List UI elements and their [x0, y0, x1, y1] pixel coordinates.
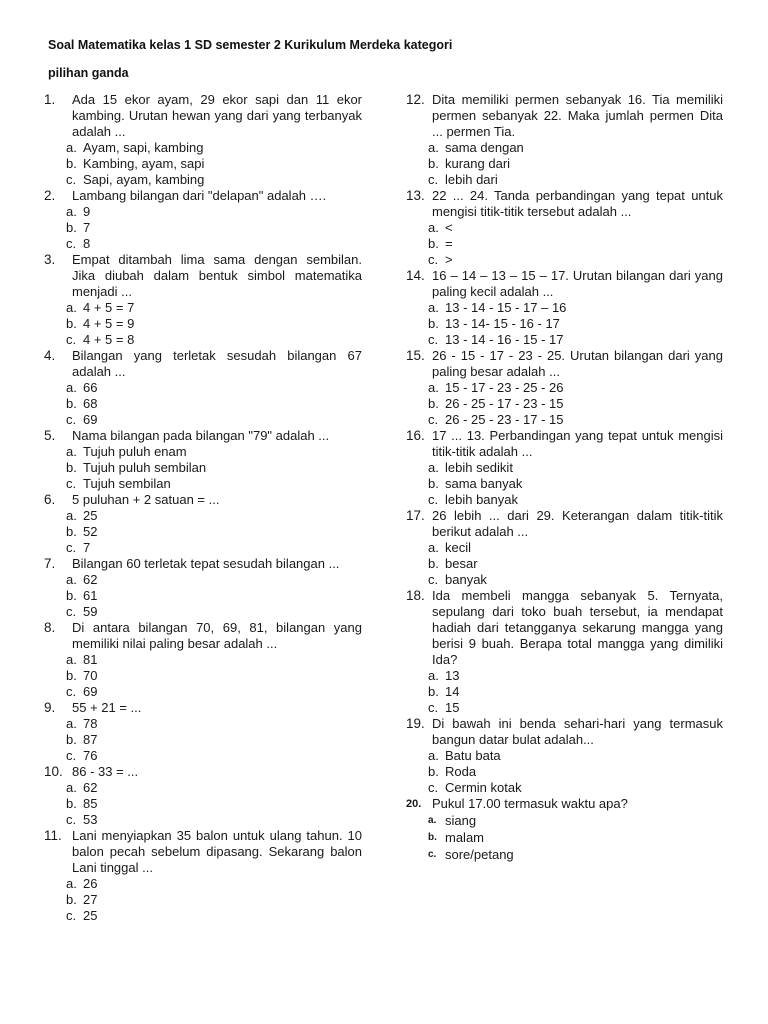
answer-option — [406, 492, 723, 508]
question-number: 12. — [406, 92, 425, 107]
option-letter: b. — [66, 460, 77, 475]
option-letter: c. — [428, 700, 439, 715]
answer-option — [406, 700, 723, 716]
question-number: 19. — [406, 716, 425, 731]
option-letter: a. — [66, 140, 77, 155]
option-text: 26 — [83, 876, 98, 891]
question-item — [44, 620, 362, 700]
option-text: Tujuh puluh enam — [83, 444, 187, 459]
answer-option — [44, 220, 362, 236]
question-item — [44, 700, 362, 764]
question-item — [406, 92, 723, 188]
question-stem-row — [406, 508, 723, 540]
option-text: 15 - 17 - 23 - 25 - 26 — [445, 380, 564, 395]
question-number: 9. — [44, 700, 56, 715]
option-letter: b. — [428, 476, 439, 491]
question-item — [406, 588, 723, 716]
option-text: 52 — [83, 524, 98, 539]
option-text: sama dengan — [445, 140, 524, 155]
answer-option — [44, 140, 362, 156]
question-item — [44, 252, 362, 348]
question-stem-row — [44, 428, 362, 444]
question-stem-row — [44, 700, 362, 716]
answer-option — [44, 444, 362, 460]
question-stem-row — [406, 588, 723, 668]
option-text: sama banyak — [445, 476, 523, 491]
answer-option — [406, 846, 723, 863]
answer-options — [44, 876, 362, 924]
option-text: 61 — [83, 588, 98, 603]
option-letter: c. — [428, 252, 439, 267]
option-letter: c. — [66, 332, 77, 347]
answer-options — [406, 540, 723, 588]
question-number: 6. — [44, 492, 56, 507]
answer-options — [406, 460, 723, 508]
option-letter: a. — [66, 652, 77, 667]
answer-option — [44, 732, 362, 748]
option-letter: c. — [66, 540, 77, 555]
option-letter: b. — [66, 220, 77, 235]
answer-option — [44, 892, 362, 908]
option-text: 15 — [445, 700, 460, 715]
option-letter: b. — [66, 796, 77, 811]
question-number: 20. — [406, 798, 422, 810]
option-letter: c. — [66, 172, 77, 187]
answer-options — [44, 380, 362, 428]
answer-option — [44, 524, 362, 540]
answer-option — [406, 460, 723, 476]
question-text: 17 ... 13. Perbandingan yang tepat untuk mengisi titik-titik adalah ... — [432, 428, 723, 459]
question-number: 1. — [44, 92, 56, 107]
option-text: 81 — [83, 652, 98, 667]
answer-option — [44, 652, 362, 668]
question-text: Di bawah ini benda sehari-hari yang termasuk bangun datar bulat adalah... — [432, 716, 723, 747]
answer-option — [406, 812, 723, 829]
option-letter: a. — [428, 220, 439, 235]
option-letter: c. — [66, 684, 77, 699]
answer-option — [44, 812, 362, 828]
answer-option — [406, 556, 723, 572]
option-text: 4 + 5 = 9 — [83, 316, 135, 331]
option-letter: a. — [66, 444, 77, 459]
question-stem-row — [44, 92, 362, 140]
option-letter: b. — [66, 524, 77, 539]
question-item — [406, 188, 723, 268]
option-text: 14 — [445, 684, 460, 699]
option-text: 59 — [83, 604, 98, 619]
question-number: 7. — [44, 556, 56, 571]
option-letter: c. — [66, 236, 77, 251]
question-number: 13. — [406, 188, 425, 203]
option-text: Sapi, ayam, kambing — [83, 172, 205, 187]
answer-option — [406, 780, 723, 796]
answer-option — [44, 716, 362, 732]
answer-option — [44, 300, 362, 316]
answer-options — [44, 140, 362, 188]
answer-option — [406, 684, 723, 700]
answer-option — [406, 380, 723, 396]
question-stem-row — [44, 188, 362, 204]
question-number: 15. — [406, 348, 425, 363]
question-stem-row — [44, 252, 362, 300]
question-stem-row — [44, 764, 362, 780]
answer-option — [44, 172, 362, 188]
option-letter: c. — [66, 476, 77, 491]
question-item — [406, 508, 723, 588]
question-item — [44, 348, 362, 428]
option-letter: a. — [66, 780, 77, 795]
answer-option — [44, 684, 362, 700]
option-letter: a. — [66, 204, 77, 219]
question-stem-row — [44, 620, 362, 652]
option-text: 9 — [83, 204, 91, 219]
option-letter: b. — [66, 588, 77, 603]
question-stem-row — [406, 428, 723, 460]
question-text: Pukul 17.00 termasuk waktu apa? — [432, 796, 628, 811]
answer-option — [44, 876, 362, 892]
option-letter: c. — [66, 412, 77, 427]
option-text: 26 - 25 - 17 - 23 - 15 — [445, 396, 564, 411]
option-text: = — [445, 236, 453, 251]
answer-option — [44, 508, 362, 524]
option-text: 87 — [83, 732, 98, 747]
option-letter: b. — [428, 396, 439, 411]
option-text: 78 — [83, 716, 98, 731]
option-text: Cermin kotak — [445, 780, 522, 795]
question-item — [406, 716, 723, 796]
question-stem-row — [406, 796, 723, 812]
answer-options — [406, 812, 723, 863]
question-number: 17. — [406, 508, 425, 523]
option-letter: b. — [428, 556, 439, 571]
answer-option — [44, 796, 362, 812]
answer-option — [406, 829, 723, 846]
answer-option — [406, 396, 723, 412]
option-letter: a. — [428, 815, 437, 826]
worksheet-subtitle: pilihan ganda — [48, 66, 129, 80]
answer-option — [44, 236, 362, 252]
question-stem-row — [406, 268, 723, 300]
option-letter: c. — [428, 572, 439, 587]
option-letter: a. — [66, 716, 77, 731]
answer-option — [406, 332, 723, 348]
answer-option — [44, 748, 362, 764]
question-item — [44, 764, 362, 828]
option-letter: c. — [66, 908, 77, 923]
answer-options — [44, 444, 362, 492]
option-text: kurang dari — [445, 156, 511, 171]
option-letter: a. — [66, 508, 77, 523]
option-text: Kambing, ayam, sapi — [83, 156, 205, 171]
question-number: 11. — [44, 828, 62, 843]
question-text: 22 ... 24. Tanda perbandingan yang tepat untuk mengisi titik-titik tersebut adalah ... — [432, 188, 723, 219]
option-text: 13 - 14 - 16 - 15 - 17 — [445, 332, 564, 347]
answer-option — [44, 588, 362, 604]
option-text: lebih banyak — [445, 492, 518, 507]
option-letter: c. — [66, 604, 77, 619]
question-text: Bilangan 60 terletak tepat sesudah bilangan ... — [72, 556, 340, 571]
option-letter: a. — [66, 572, 77, 587]
option-text: sore/petang — [445, 847, 514, 862]
answer-option — [44, 604, 362, 620]
answer-option — [44, 540, 362, 556]
option-letter: c. — [66, 812, 77, 827]
question-stem-row — [406, 716, 723, 748]
option-text: 26 - 25 - 23 - 17 - 15 — [445, 412, 564, 427]
question-text: Ada 15 ekor ayam, 29 ekor sapi dan 11 ekor kambing. Urutan hewan yang dari yang terbanyak adalah ... — [72, 92, 362, 139]
option-letter: c. — [428, 849, 437, 860]
option-text: 62 — [83, 780, 98, 795]
option-letter: b. — [66, 156, 77, 171]
answer-option — [44, 668, 362, 684]
answer-option — [44, 460, 362, 476]
answer-options — [406, 668, 723, 716]
question-text: 86 - 33 = ... — [72, 764, 139, 779]
answer-option — [406, 764, 723, 780]
question-stem-row — [44, 556, 362, 572]
answer-option — [44, 412, 362, 428]
option-text: besar — [445, 556, 478, 571]
question-number: 4. — [44, 348, 56, 363]
option-text: 13 — [445, 668, 460, 683]
option-text: 27 — [83, 892, 98, 907]
answer-options — [406, 748, 723, 796]
option-letter: a. — [66, 300, 77, 315]
answer-options — [44, 572, 362, 620]
option-letter: a. — [428, 460, 439, 475]
answer-option — [44, 316, 362, 332]
answer-option — [44, 780, 362, 796]
answer-options — [44, 300, 362, 348]
option-text: Tujuh sembilan — [83, 476, 171, 491]
question-stem-row — [406, 92, 723, 140]
question-text: Ida membeli mangga sebanyak 5. Ternyata, sepulang dari toko buah tersebut, ia mendapat hadiah dari tetangganya sekarung mangga yang berisi 9 buah. Berapa total mangga yang dimiliki Ida? — [432, 588, 723, 667]
option-letter: a. — [428, 668, 439, 683]
option-text: Ayam, sapi, kambing — [83, 140, 204, 155]
answer-option — [44, 476, 362, 492]
question-column-left — [44, 92, 362, 924]
option-letter: c. — [428, 332, 439, 347]
option-text: 68 — [83, 396, 98, 411]
answer-option — [44, 396, 362, 412]
option-text: siang — [445, 813, 477, 828]
option-text: Roda — [445, 764, 477, 779]
answer-option — [406, 156, 723, 172]
option-letter: b. — [66, 892, 77, 907]
option-text: > — [445, 252, 453, 267]
answer-option — [406, 668, 723, 684]
option-text: 85 — [83, 796, 98, 811]
option-letter: b. — [66, 668, 77, 683]
question-item — [406, 428, 723, 508]
option-letter: c. — [428, 492, 439, 507]
question-text: 5 puluhan + 2 satuan = ... — [72, 492, 220, 507]
answer-options — [44, 716, 362, 764]
answer-option — [406, 316, 723, 332]
option-text: 66 — [83, 380, 98, 395]
option-text: 13 - 14 - 15 - 17 – 16 — [445, 300, 567, 315]
option-letter: b. — [66, 732, 77, 747]
option-letter: b. — [428, 684, 439, 699]
option-text: lebih dari — [445, 172, 498, 187]
answer-option — [406, 300, 723, 316]
question-number: 3. — [44, 252, 56, 267]
question-item — [44, 556, 362, 620]
answer-option — [44, 332, 362, 348]
answer-option — [44, 908, 362, 924]
option-letter: a. — [428, 140, 439, 155]
option-text: 53 — [83, 812, 98, 827]
question-item — [406, 796, 723, 863]
option-letter: a. — [428, 380, 439, 395]
question-text: Lani menyiapkan 35 balon untuk ulang tahun. 10 balon pecah sebelum dipasang. Sekarang balon Lani tinggal ... — [72, 828, 362, 875]
answer-options — [44, 204, 362, 252]
option-letter: c. — [66, 748, 77, 763]
answer-options — [44, 652, 362, 700]
answer-option — [406, 572, 723, 588]
option-text: < — [445, 220, 453, 235]
option-text: 7 — [83, 220, 91, 235]
option-letter: b. — [428, 764, 439, 779]
option-text: Batu bata — [445, 748, 501, 763]
question-text: 16 – 14 – 13 – 15 – 17. Urutan bilangan dari yang paling kecil adalah ... — [432, 268, 723, 299]
answer-option — [406, 172, 723, 188]
answer-option — [406, 476, 723, 492]
option-letter: a. — [66, 380, 77, 395]
question-number: 8. — [44, 620, 56, 635]
option-text: malam — [445, 830, 485, 845]
question-text: Bilangan yang terletak sesudah bilangan 67 adalah ... — [72, 348, 362, 379]
option-text: 62 — [83, 572, 98, 587]
option-letter: b. — [428, 236, 439, 251]
answer-options — [406, 140, 723, 188]
question-number: 2. — [44, 188, 56, 203]
question-column-right — [406, 92, 723, 863]
answer-option — [406, 412, 723, 428]
option-text: 70 — [83, 668, 98, 683]
option-text: 13 - 14- 15 - 16 - 17 — [445, 316, 560, 331]
question-text: Nama bilangan pada bilangan "79" adalah ... — [72, 428, 330, 443]
option-text: 7 — [83, 540, 91, 555]
question-stem-row — [406, 188, 723, 220]
answer-options — [406, 220, 723, 268]
question-number: 16. — [406, 428, 425, 443]
answer-options — [44, 780, 362, 828]
option-letter: b. — [66, 396, 77, 411]
option-letter: a. — [428, 748, 439, 763]
option-text: banyak — [445, 572, 487, 587]
option-letter: a. — [66, 876, 77, 891]
answer-option — [44, 204, 362, 220]
answer-options — [406, 380, 723, 428]
question-stem-row — [44, 348, 362, 380]
question-number: 5. — [44, 428, 56, 443]
option-text: 69 — [83, 684, 98, 699]
question-number: 10. — [44, 764, 63, 779]
option-letter: b. — [66, 316, 77, 331]
question-item — [44, 428, 362, 492]
option-letter: a. — [428, 540, 439, 555]
question-text: 55 + 21 = ... — [72, 700, 142, 715]
option-letter: b. — [428, 832, 437, 843]
option-letter: c. — [428, 780, 439, 795]
option-text: 69 — [83, 412, 98, 427]
answer-option — [44, 380, 362, 396]
option-text: Tujuh puluh sembilan — [83, 460, 207, 475]
answer-option — [406, 236, 723, 252]
option-text: 25 — [83, 508, 98, 523]
question-item — [44, 492, 362, 556]
question-text: Empat ditambah lima sama dengan sembilan. Jika diubah dalam bentuk simbol matematika menjadi ... — [72, 252, 362, 299]
question-stem-row — [406, 348, 723, 380]
question-item — [44, 188, 362, 252]
option-letter: c. — [428, 412, 439, 427]
answer-option — [406, 220, 723, 236]
answer-options — [44, 508, 362, 556]
worksheet-title: Soal Matematika kelas 1 SD semester 2 Kurikulum Merdeka kategori — [48, 38, 453, 52]
question-number: 18. — [406, 588, 425, 603]
option-text: 4 + 5 = 8 — [83, 332, 135, 347]
option-text: 4 + 5 = 7 — [83, 300, 135, 315]
option-text: 76 — [83, 748, 98, 763]
question-text: Lambang bilangan dari "delapan" adalah …. — [72, 188, 327, 203]
answer-option — [406, 540, 723, 556]
option-text: 25 — [83, 908, 98, 923]
question-text: Di antara bilangan 70, 69, 81, bilangan yang memiliki nilai paling besar adalah ... — [72, 620, 362, 651]
question-item — [406, 348, 723, 428]
option-letter: a. — [428, 300, 439, 315]
option-letter: b. — [428, 316, 439, 331]
answer-option — [406, 748, 723, 764]
answer-option — [406, 252, 723, 268]
question-text: Dita memiliki permen sebanyak 16. Tia memiliki permen sebanyak 22. Maka jumlah permen Dita ... permen Tia. — [432, 92, 723, 139]
question-item — [406, 268, 723, 348]
question-stem-row — [44, 492, 362, 508]
option-text: kecil — [445, 540, 472, 555]
question-stem-row — [44, 828, 362, 876]
question-item — [44, 828, 362, 924]
answer-option — [406, 140, 723, 156]
answer-options — [406, 300, 723, 348]
question-number: 14. — [406, 268, 425, 283]
answer-option — [44, 572, 362, 588]
answer-option — [44, 156, 362, 172]
option-letter: c. — [428, 172, 439, 187]
question-text: 26 lebih ... dari 29. Keterangan dalam titik-titik berikut adalah ... — [432, 508, 723, 539]
question-text: 26 - 15 - 17 - 23 - 25. Urutan bilangan dari yang paling besar adalah ... — [432, 348, 723, 379]
option-letter: b. — [428, 156, 439, 171]
question-item — [44, 92, 362, 188]
option-text: lebih sedikit — [445, 460, 513, 475]
option-text: 8 — [83, 236, 91, 251]
